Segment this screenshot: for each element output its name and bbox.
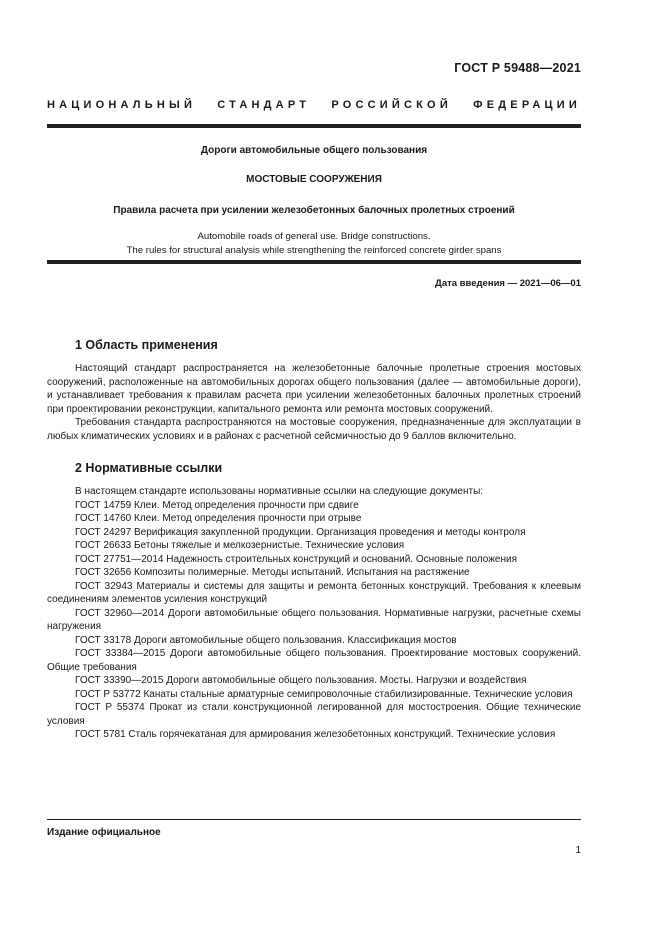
title-line-1: Дороги автомобильные общего пользования (200, 145, 428, 156)
reference-item: ГОСТ 14760 Клеи. Метод определения прочности при отрыве (75, 513, 362, 524)
title-block (47, 145, 581, 257)
section-2-intro: В настоящем стандарте использованы нормативные ссылки на следующие документы: (75, 486, 484, 497)
reference-item: ГОСТ 32960—2014 Дороги автомобильные общего пользования. Нормативные нагрузки, расчетные схемы нагружения (47, 607, 581, 632)
reference-item: ГОСТ 5781 Сталь горячекатаная для армирования железобетонных конструкций. Технические условия (75, 729, 556, 740)
reference-item: ГОСТ 33384—2015 Дороги автомобильные общего пользования. Проектирование мостовых сооружений. Общие требования (47, 648, 581, 673)
middle-divider (47, 260, 581, 264)
reference-item: ГОСТ 27751—2014 Надежность строительных конструкций и оснований. Основные положения (75, 553, 517, 565)
gost-number: ГОСТ Р 59488—2021 (454, 61, 581, 75)
title-line-3: Правила расчета при усилении железобетонных балочных пролетных строений (113, 205, 515, 216)
reference-item: ГОСТ 26633 Бетоны тяжелые и мелкозернистые. Технические условия (75, 540, 405, 551)
reference-item: ГОСТ Р 55374 Прокат из стали конструкционной легированной для мостостроения. Общие технические условия (47, 702, 581, 727)
title-line-2: МОСТОВЫЕ СООРУЖЕНИЯ (246, 174, 382, 185)
title-english-2: The rules for structural analysis while strengthening the reinforced concrete girder spans (126, 244, 502, 256)
national-standard-banner: НАЦИОНАЛЬНЫЙ СТАНДАРТ РОССИЙСКОЙ ФЕДЕРАЦИИ (47, 99, 581, 111)
reference-item: ГОСТ 14759 Клеи. Метод определения прочности при сдвиге (75, 499, 359, 511)
reference-item: ГОСТ 33178 Дороги автомобильные общего пользования. Классификация мостов (75, 634, 457, 646)
reference-item: ГОСТ 24297 Верификация закупленной продукции. Организация проведения и методы контроля (75, 526, 526, 538)
introduction-date: Дата введения — 2021—06—01 (435, 278, 581, 289)
title-english-1: Automobile roads of general use. Bridge constructions. (197, 231, 431, 242)
top-divider (47, 124, 581, 128)
footer-divider (47, 819, 581, 820)
reference-item: ГОСТ Р 53772 Канаты стальные арматурные семипроволочные стабилизированные. Технические условия (75, 688, 573, 700)
section-1-paragraph: Требования стандарта распространяются на мостовые сооружения, предназначенные для эксплуатации в любых климатических условиях и в районах с расчетной сейсмичностью до 9 баллов включительно. (47, 417, 581, 442)
official-edition-label: Издание официальное (47, 827, 161, 838)
reference-item: ГОСТ 32943 Материалы и системы для защиты и ремонта бетонных конструкций. Требования к клеевым соединениям элементов усиления конструкций (47, 580, 581, 605)
section-2-heading: 2 Нормативные ссылки (75, 461, 223, 475)
reference-item: ГОСТ 33390—2015 Дороги автомобильные общего пользования. Мосты. Нагрузки и воздействия (75, 675, 527, 686)
section-1-paragraph: Настоящий стандарт распространяется на железобетонные балочные пролетные строения мостовых сооружений, расположенные на автомобильных дорогах общего пользования (далее — автомобильные дороги), и устанавливает требования к правилам расчета при усилении железобетонных балочных пролетных строений при проектировании реконструкции, капитального ремонта или ремонта мостовых сооружений. (47, 363, 581, 415)
main-content (47, 338, 581, 742)
section-1-heading: 1 Область применения (75, 338, 218, 352)
page-number: 1 (575, 845, 581, 856)
reference-item: ГОСТ 32656 Композиты полимерные. Методы испытаний. Испытания на растяжение (75, 567, 470, 578)
